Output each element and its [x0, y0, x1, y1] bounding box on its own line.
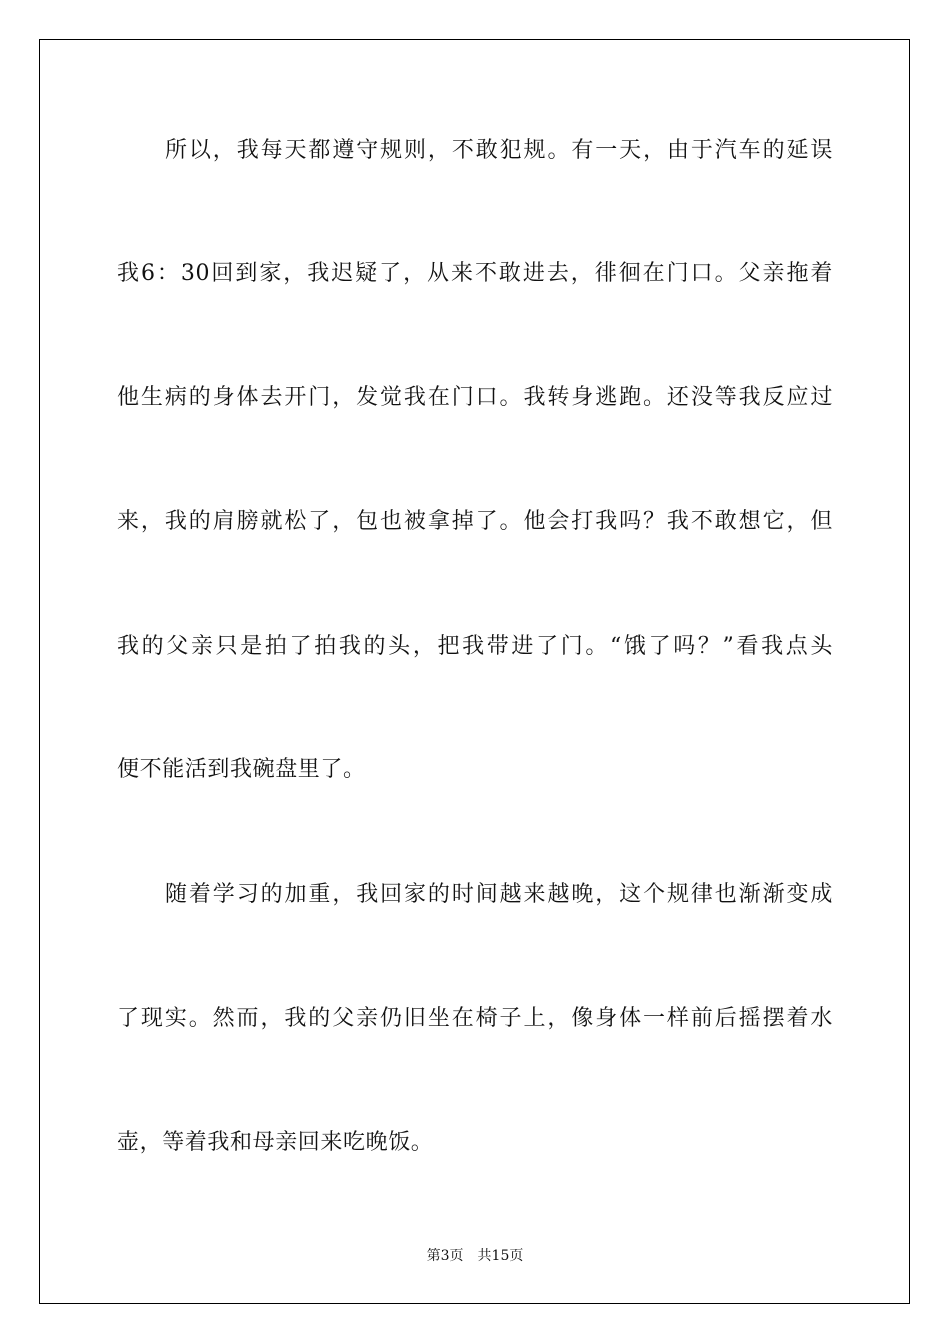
- page-number: 第3页: [426, 1248, 464, 1264]
- paragraph-1-line-5: 我的父亲只是拍了拍我的头，把我带进了门。“饿了吗？”看我点头: [117, 634, 833, 659]
- paragraph-1-line-6: 便不能活到我碗盘里了。: [117, 757, 366, 782]
- paragraph-1-line-3: 他生病的身体去开门，发觉我在门口。我转身逃跑。还没等我反应过: [117, 385, 833, 410]
- paragraph-1-line-1: 所以，我每天都遵守规则，不敢犯规。有一天，由于汽车的延误: [165, 138, 833, 163]
- paragraph-2-line-1: 随着学习的加重，我回家的时间越来越晚，这个规律也渐渐变成: [165, 882, 833, 907]
- paragraph-1-line-4: 来，我的肩膀就松了，包也被拿掉了。他会打我吗？我不敢想它，但: [117, 509, 833, 534]
- page-border: [39, 39, 910, 1304]
- paragraph-2-line-2: 了现实。然而，我的父亲仍旧坐在椅子上，像身体一样前后摇摆着水: [117, 1006, 833, 1031]
- paragraph-1-line-2: 我6：30回到家，我迟疑了，从来不敢进去，徘徊在门口。父亲拖着: [117, 261, 833, 286]
- page-total: 共15页: [477, 1248, 524, 1264]
- page-footer: [0, 1247, 950, 1265]
- paragraph-2-line-3: 壶，等着我和母亲回来吃晚饭。: [117, 1130, 434, 1155]
